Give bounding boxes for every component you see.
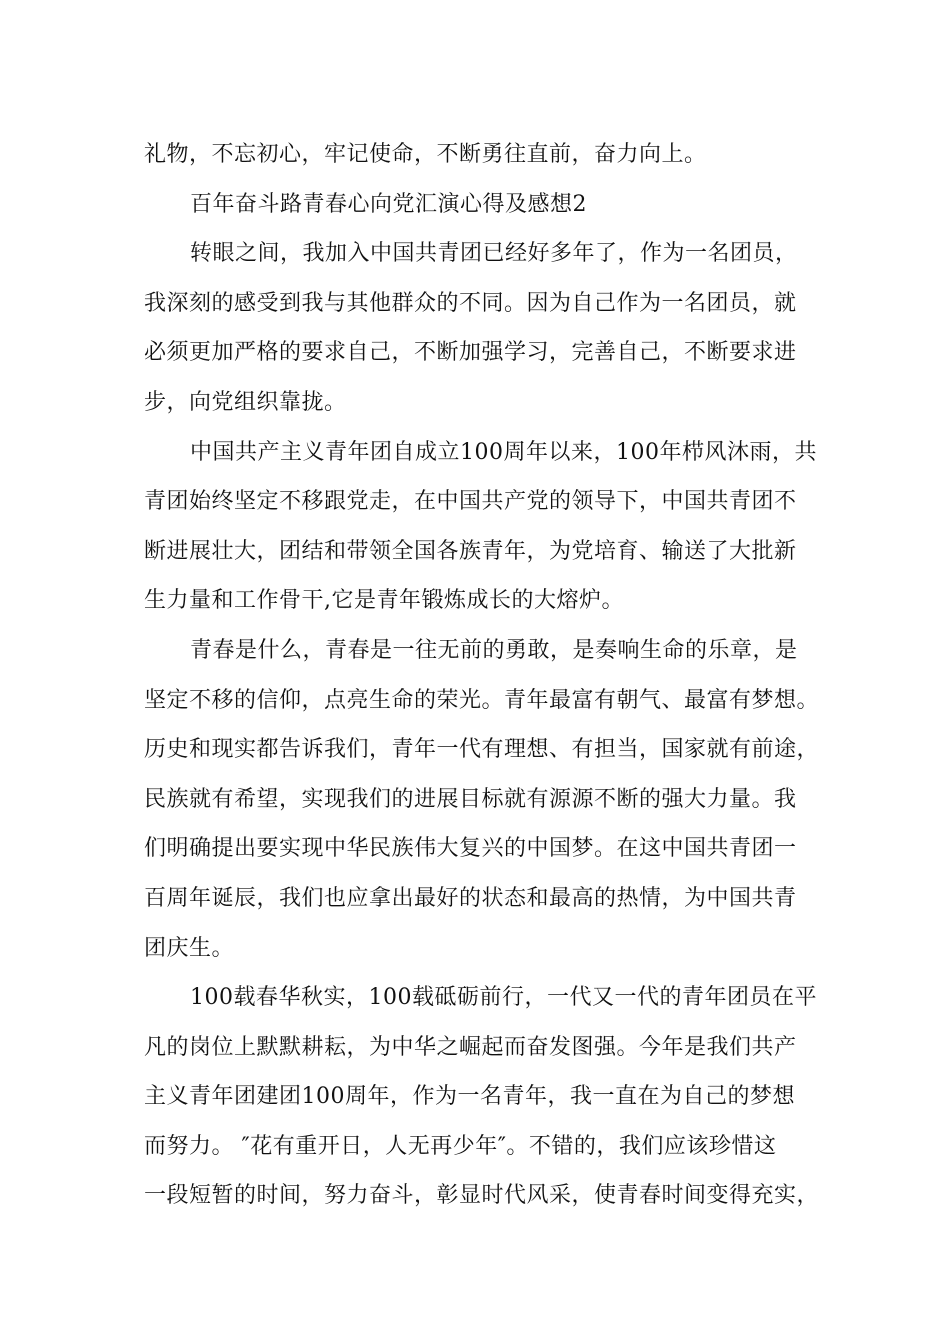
- text-line: 必须更加严格的要求自己，不断加强学习，完善自己，不断要求进: [144, 340, 797, 366]
- text-line: 断进展壮大，团结和带领全国各族青年，为党培育、输送了大批新: [144, 538, 797, 564]
- text-line: 们明确提出要实现中华民族伟大复兴的中国梦。在这中国共青团一: [144, 836, 797, 862]
- text-line: 而努力。 ″花有重开日，人无再少年″。不错的，我们应该珍惜这: [144, 1133, 777, 1159]
- text-line: 一段短暂的时间，努力奋斗，彰显时代风采，使青春时间变得充实，: [144, 1183, 820, 1209]
- document-body: [144, 130, 824, 1221]
- text-line: 青团始终坚定不移跟党走，在中国共产党的领导下，中国共青团不: [144, 489, 797, 515]
- text-line: 历史和现实都告诉我们，青年一代有理想、有担当，国家就有前途，: [144, 737, 820, 763]
- text-line: 坚定不移的信仰，点亮生命的荣光。青年最富有朝气、最富有梦想。: [144, 687, 820, 713]
- text-line: 中国共产主义青年团自成立100周年以来，100年栉风沐雨，共: [190, 439, 817, 465]
- text-line: 礼物，不忘初心，牢记使命，不断勇往直前，奋力向上。: [144, 142, 707, 167]
- text-line: 生力量和工作骨干,它是青年锻炼成长的大熔炉。: [144, 588, 624, 614]
- text-line: 团庆生。: [144, 935, 235, 961]
- text-line: 步，向党组织靠拢。: [144, 389, 347, 415]
- section-heading: 百年奋斗路青春心向党汇演心得及感想2: [190, 191, 587, 217]
- text-line: 百周年诞辰，我们也应拿出最好的状态和最高的热情，为中国共青: [144, 885, 797, 911]
- text-line: 青春是什么，青春是一往无前的勇敢，是奏响生命的乐章，是: [190, 637, 798, 663]
- text-line: 凡的岗位上默默耕耘，为中华之崛起而奋发图强。今年是我们共产: [144, 1034, 797, 1060]
- text-line: 100载春华秋实，100载砥砺前行，一代又一代的青年团员在平: [190, 985, 817, 1011]
- text-line: 民族就有希望，实现我们的进展目标就有源源不断的强大力量。我: [144, 786, 797, 812]
- text-line: 我深刻的感受到我与其他群众的不同。因为自己作为一名团员，就: [144, 290, 797, 316]
- text-line: 转眼之间，我加入中国共青团已经好多年了，作为一名团员，: [190, 241, 798, 267]
- text-line: 主义青年团建团100周年，作为一名青年，我一直在为自己的梦想: [144, 1084, 795, 1110]
